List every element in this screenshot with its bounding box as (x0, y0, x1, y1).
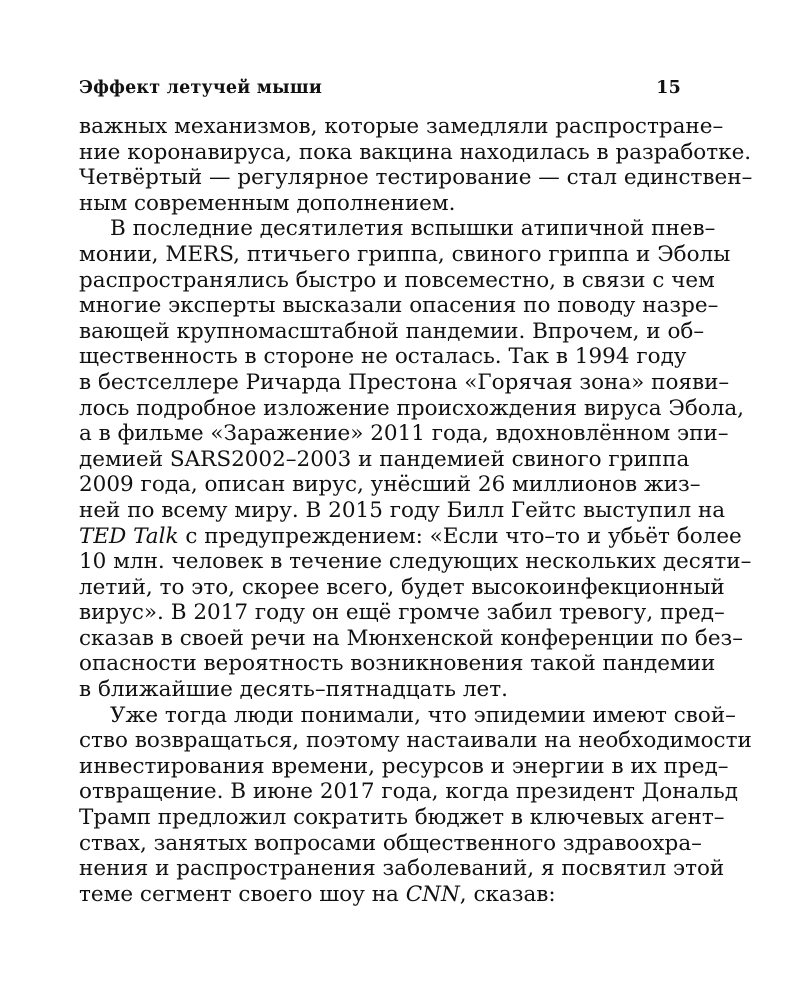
text-line: 10 млн. человек в течение следующих нескольких десяти– (79, 549, 752, 575)
page-number: 15 (656, 78, 681, 98)
text-line: летий, то это, скорее всего, будет высокоинфекционный (79, 574, 725, 600)
text-line: демией SARS2002–2003 и пандемией свиного гриппа (79, 446, 690, 472)
text-line: нения и распространения заболеваний, я посвятил этой (79, 856, 725, 882)
text-line: лось подробное изложение происхождения вируса Эбола, (79, 395, 745, 421)
text-line (79, 882, 683, 908)
text-line: ство возвращаться, поэтому настаивали на необходимости (79, 728, 752, 754)
text-segment: , сказав: (459, 881, 556, 907)
text-line: Четвёртый — регулярное тестирование — стал единствен– (79, 165, 753, 191)
text-line: ней по всему миру. В 2015 году Билл Гейтс выступил на (79, 497, 726, 523)
text-line: Уже тогда люди понимали, что эпидемии имеют свой– (110, 702, 736, 728)
italic-term: TED Talk (79, 523, 179, 549)
running-head (79, 78, 681, 98)
text-line: многие эксперты высказали опасения по поводу назре– (79, 293, 719, 319)
text-segment: теме сегмент своего шоу на (79, 881, 406, 907)
italic-term: CNN (405, 881, 460, 907)
text-line: в бестселлере Ричарда Престона «Горячая зона» появи– (79, 369, 730, 395)
text-line: опасности вероятность возникновения такой пандемии (79, 651, 716, 677)
text-line: ствах, занятых вопросами общественного здравоохра– (79, 830, 702, 856)
text-line: 2009 года, описан вирус, унёсший 26 миллионов жиз– (79, 472, 701, 498)
text-line: монии, MERS, птичьего гриппа, свиного гриппа и Эболы (79, 241, 731, 267)
text-line: в ближайшие десять–пятнадцать лет. (79, 677, 508, 703)
text-line (79, 523, 742, 550)
text-line: инвестирования времени, ресурсов и энергии в их пред– (79, 753, 729, 779)
text-segment: с предупреждением: «Если что–то и убьёт более (178, 523, 742, 549)
body-text (79, 114, 753, 907)
text-line: вающей крупномасштабной пандемии. Впрочем, и об– (79, 318, 705, 344)
text-line: В последние десятилетия вспышки атипичной пнев– (110, 216, 716, 242)
text-line: щественность в стороне не осталась. Так в 1994 году (79, 344, 687, 370)
text-line: отвращение. В июне 2017 года, когда президент Дональд (79, 779, 738, 805)
text-line: сказав в своей речи на Мюнхенской конференции по без– (79, 625, 744, 651)
text-line: ным современным дополнением. (79, 190, 456, 216)
text-line: а в фильме «Заражение» 2011 года, вдохновлённом эпи– (79, 421, 729, 447)
text-line: вирус». В 2017 году он ещё громче забил тревогу, пред– (79, 600, 725, 626)
text-line: распространялись быстро и повсеместно, в связи с чем (79, 267, 715, 293)
text-line: ние коронавируса, пока вакцина находилась в разработке. (79, 139, 752, 165)
running-title: Эффект летучей мыши (79, 78, 323, 98)
text-line: важных механизмов, которые замедляли распростране– (79, 114, 724, 139)
text-line: Трамп предложил сократить бюджет в ключевых агент– (79, 805, 725, 831)
